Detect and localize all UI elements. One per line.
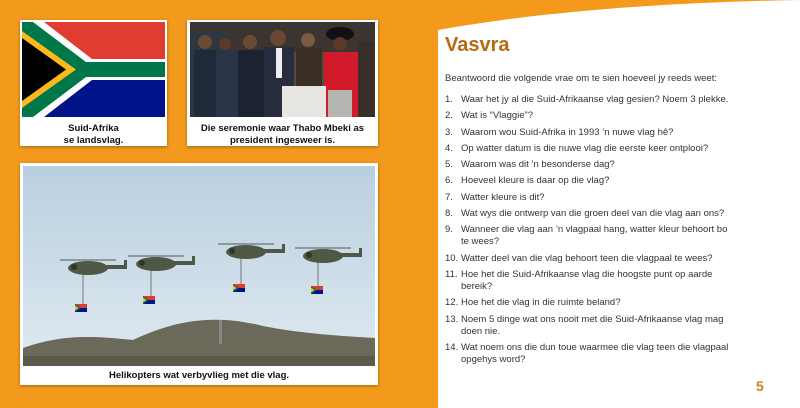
question-item: [426, 342, 762, 366]
question-number: 5.: [445, 159, 453, 171]
question-number: 3.: [445, 126, 453, 138]
question-number: 2.: [445, 110, 453, 122]
question-number: 14.: [445, 341, 459, 353]
ceremony-caption-line-2: president ingesweer is.: [229, 135, 336, 146]
question-list: [426, 94, 762, 370]
question-number: 6.: [445, 175, 453, 187]
question-number: 10.: [445, 252, 459, 264]
helicopters-photo-card: [20, 163, 378, 385]
question-number: 9.: [445, 224, 453, 236]
question-number: 4.: [445, 142, 453, 154]
question-number: 7.: [445, 191, 453, 203]
question-number: 8.: [445, 208, 453, 220]
question-text: Hoe het die vlag in die ruimte beland?: [461, 297, 621, 309]
question-text-line-1: Wanneer die vlag aan ’n vlagpaal hang, watter kleur behoort bo: [461, 224, 728, 236]
question-text-line-2: te wees?: [461, 236, 500, 248]
question-item: [426, 269, 762, 293]
question-text: Watter kleure is dit?: [461, 191, 545, 203]
question-item: [426, 297, 762, 309]
question-text: Waar het jy al die Suid-Afrikaanse vlag gesien? Noem 3 plekke.: [461, 94, 729, 105]
question-item: [426, 224, 762, 248]
question-number: 13.: [445, 313, 459, 325]
flag-caption-line-1: Suid-Afrika: [68, 123, 119, 134]
question-text-line-2: opgehys word?: [461, 353, 526, 365]
question-text-line-2: bereik?: [461, 280, 493, 292]
question-item: [426, 127, 762, 139]
question-item: [426, 94, 762, 106]
question-item: [426, 110, 762, 122]
helicopters-caption: Helikopters wat verbyvlieg met die vlag.: [108, 370, 290, 381]
quiz-intro: Beantwoord die volgende vrae om te sien hoeveel jy reeds weet:: [445, 73, 717, 84]
question-item: [426, 253, 762, 265]
question-text: Waarom was dit ’n besonderse dag?: [461, 159, 615, 171]
question-item: [426, 143, 762, 155]
question-number: 1.: [445, 94, 453, 105]
question-text: Waarom wou Suid-Afrika in 1993 ’n nuwe vlag hê?: [461, 126, 674, 138]
page-number: 5: [756, 378, 764, 394]
question-text: Wat wys die ontwerp van die groen deel van die vlag aan ons?: [461, 208, 725, 220]
ceremony-caption-line-1: Die seremonie waar Thabo Mbeki as: [200, 123, 365, 134]
question-item: [426, 159, 762, 171]
question-text-line-1: Wat noem ons die dun toue waarmee die vlag teen die vlagpaal: [461, 341, 729, 353]
question-text-line-2: doen nie.: [461, 325, 501, 337]
question-text: Wat is “Vlaggie”?: [461, 110, 533, 122]
question-text: Hoeveel kleure is daar op die vlag?: [461, 175, 610, 187]
question-text-line-1: Hoe het die Suid-Afrikaanse vlag die hoogste punt op aarde: [461, 268, 713, 280]
quiz-title: Vasvra: [445, 34, 510, 56]
question-item: [426, 175, 762, 187]
question-item: [426, 192, 762, 204]
question-text-line-1: Noem 5 dinge wat ons nooit met die Suid-Afrikaanse vlag mag: [461, 313, 724, 325]
question-number: 12.: [445, 297, 459, 309]
flag-caption-line-2: se landsvlag.: [63, 135, 124, 146]
question-text: Watter deel van die vlag behoort teen die vlagpaal te wees?: [461, 252, 713, 264]
south-african-flag-image: [22, 22, 165, 117]
flag-photo-card: [20, 20, 167, 146]
ceremony-photo-card: [187, 20, 378, 146]
helicopters-photo-image: [23, 166, 375, 366]
ceremony-photo-image: [190, 22, 375, 117]
question-item: [426, 208, 762, 220]
question-item: [426, 314, 762, 338]
question-number: 11.: [445, 268, 458, 280]
question-text: Op watter datum is die nuwe vlag die eerste keer ontplooi?: [461, 142, 709, 154]
